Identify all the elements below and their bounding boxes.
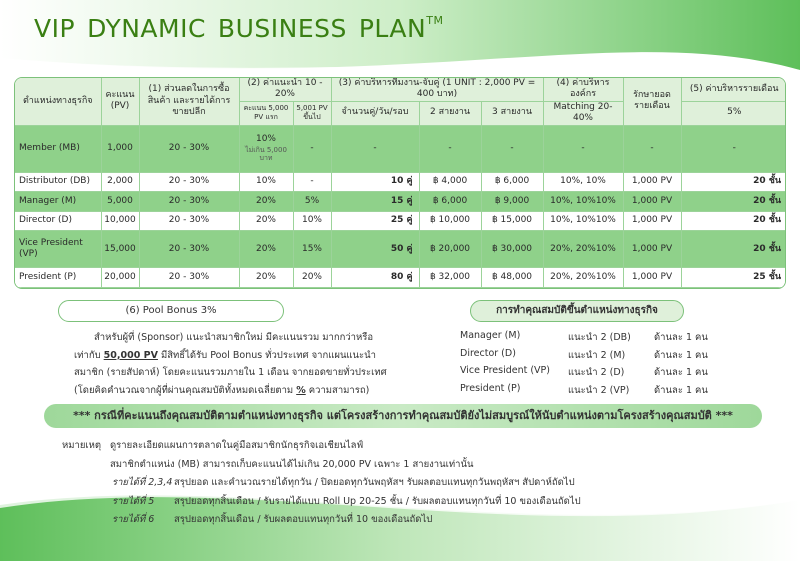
pool-text-part: ความสามารถ)	[305, 384, 370, 396]
pool-line: สำหรับผู้ที่ (Sponsor) แนะนำสมาชิกใหม่ มีคะแนนรวม มากกว่าหรือ	[94, 332, 374, 343]
cell-pv: 1,000	[101, 125, 139, 172]
trademark: TM	[426, 13, 444, 27]
cell-pv: 20,000	[101, 268, 139, 288]
cell-ref1: 20%	[239, 231, 293, 268]
cell-org: 10%, 10%10%	[543, 211, 623, 230]
cell-two: ฿ 6,000	[419, 192, 481, 211]
cell-position: Director (D)	[15, 211, 101, 230]
header-pairs: จำนวนคู่/วัน/รอบ	[331, 101, 419, 125]
qual-position: Director (D)	[460, 347, 516, 359]
list-item	[460, 328, 760, 346]
page-title	[34, 14, 443, 43]
qual-position: President (P)	[460, 382, 521, 394]
cell-ref1: 20%	[239, 268, 293, 288]
cell-ref1-note: ไม่เกิน 5,000 บาท	[245, 145, 287, 163]
cell-position: President (P)	[15, 268, 101, 288]
qualification-title: การทำคุณสมบัติขึ้นตำแหน่งทางธุรกิจ	[470, 300, 684, 322]
header-monthly: (5) ค่าบริหารรายเดือน	[681, 78, 786, 101]
cell-ref1	[239, 125, 293, 172]
pool-text-part: (โดยคิดคำนวณจากผู้ที่ผ่านคุณสมบัติทั้งหมดเฉลี่ยตาม	[74, 384, 297, 396]
qual-refer: แนะนำ 2 (D)	[568, 367, 625, 378]
cell-ref1: 10%	[239, 172, 293, 191]
cell-maintain: 1,000 PV	[623, 231, 681, 268]
cell-ref2: -	[293, 172, 331, 191]
pool-bonus-text	[74, 329, 414, 399]
list-item	[460, 381, 760, 399]
table-row	[15, 211, 786, 230]
cell-pairs: -	[331, 125, 419, 172]
cell-two: ฿ 20,000	[419, 231, 481, 268]
qual-refer: แนะนำ 2 (M)	[568, 349, 626, 361]
cell-ref2: -	[293, 125, 331, 172]
cell-maintain: 1,000 PV	[623, 211, 681, 230]
cell-pv: 5,000	[101, 192, 139, 211]
note-row	[62, 455, 762, 474]
cell-ref2: 10%	[293, 211, 331, 230]
pool-bonus-title: (6) Pool Bonus 3%	[58, 300, 284, 322]
cell-retail: 20 - 30%	[139, 125, 239, 172]
note-text: สรุปยอด และคำนวณรายได้ทุกวัน / ปิดยอดทุกวันพฤหัสฯ รับผลตอบแทนทุกวันพฤหัสฯ สัปดาห์ถัดไป	[174, 477, 575, 488]
header-mgmt: (3) ค่าบริหารทีมงาน-จับคู่ (1 UNIT : 2,000 PV = 400 บาท)	[331, 78, 543, 101]
cell-monthly: 20 ชั้น	[681, 172, 786, 191]
cell-pv: 15,000	[101, 231, 139, 268]
cell-monthly: 20 ชั้น	[681, 211, 786, 230]
pool-text-part: เท่ากับ	[74, 349, 104, 361]
cell-monthly: 25 ชั้น	[681, 268, 786, 288]
header-referral: (2) ค่าแนะนำ 10 - 20%	[239, 78, 331, 101]
note-row	[62, 492, 762, 511]
note-text: ดูรายละเอียดแผนการตลาดในคู่มือสมาชิกนักธุรกิจเอเชียนไลฟ์	[110, 440, 364, 451]
cell-position: Manager (M)	[15, 192, 101, 211]
cell-retail: 20 - 30%	[139, 268, 239, 288]
note-row	[62, 510, 762, 529]
cell-org: 10%, 10%	[543, 172, 623, 191]
header-three-lines: 3 สายงาน	[481, 101, 543, 125]
cell-org: 10%, 10%10%	[543, 192, 623, 211]
table-row	[15, 172, 786, 191]
cell-two: ฿ 4,000	[419, 172, 481, 191]
cell-monthly: -	[681, 125, 786, 172]
pool-text-part: มีสิทธิ์ได้รับ Pool Bonus ทั่วประเทศ จากแผนแนะนำ	[157, 349, 376, 361]
title-word: PLAN	[358, 14, 427, 43]
title-word: VIP	[34, 14, 76, 43]
cell-monthly: 20 ชั้น	[681, 192, 786, 211]
header-matching: Matching 20-40%	[543, 101, 623, 125]
cell-ref2: 15%	[293, 231, 331, 268]
cell-ref1: 20%	[239, 211, 293, 230]
cell-retail: 20 - 30%	[139, 172, 239, 191]
cell-three: ฿ 6,000	[481, 172, 543, 191]
note-row	[62, 436, 762, 455]
cell-ref2: 20%	[293, 268, 331, 288]
list-item	[460, 346, 760, 364]
qual-each: ด้านละ 1 คน	[654, 349, 708, 361]
pool-percent: %	[296, 384, 306, 396]
cell-ref1-value: 10%	[255, 134, 276, 145]
pool-threshold: 50,000 PV	[103, 349, 158, 361]
table-row	[15, 192, 786, 211]
header-referral-first: คะแนน 5,000 PV แรก	[239, 101, 293, 125]
cell-maintain: 1,000 PV	[623, 192, 681, 211]
notes	[62, 436, 762, 529]
title-word: DYNAMIC	[87, 14, 206, 43]
cell-three: ฿ 30,000	[481, 231, 543, 268]
cell-position: Member (MB)	[15, 125, 101, 172]
note-text: สรุปยอดทุกสิ้นเดือน / รับผลตอบแทนทุกวันที่ 10 ของเดือนถัดไป	[174, 514, 433, 525]
cell-three: ฿ 15,000	[481, 211, 543, 230]
header-org: (4) ค่าบริหารองค์กร	[543, 78, 623, 101]
cell-ref1: 20%	[239, 192, 293, 211]
cell-three: ฿ 9,000	[481, 192, 543, 211]
table-row	[15, 125, 786, 172]
cell-position: Vice President (VP)	[15, 231, 101, 268]
note-income-label: รายได้ที่ 6	[112, 514, 155, 525]
cell-org: 20%, 20%10%	[543, 268, 623, 288]
notes-label: หมายเหตุ	[62, 440, 102, 451]
cell-org: 20%, 20%10%	[543, 231, 623, 268]
cell-ref2: 5%	[293, 192, 331, 211]
cell-pairs: 80 คู่	[331, 268, 419, 288]
note-row	[62, 473, 762, 492]
cell-retail: 20 - 30%	[139, 192, 239, 211]
cell-three: -	[481, 125, 543, 172]
cell-two: -	[419, 125, 481, 172]
note-income-label: รายได้ที่ 2,3,4	[112, 477, 173, 488]
qual-each: ด้านละ 1 คน	[654, 384, 708, 396]
qual-position: Vice President (VP)	[460, 365, 550, 376]
header-monthly-rate: 5%	[681, 101, 786, 125]
pool-line	[74, 347, 414, 365]
cell-pv: 10,000	[101, 211, 139, 230]
header-two-lines: 2 สายงาน	[419, 101, 481, 125]
cell-pairs: 25 คู่	[331, 211, 419, 230]
cell-org: -	[543, 125, 623, 172]
header-referral-over: 5,001 PV ขึ้นไป	[293, 101, 331, 125]
header-retail: (1) ส่วนลดในการซื้อสินค้า และรายได้การขายปลีก	[139, 78, 239, 125]
cell-retail: 20 - 30%	[139, 211, 239, 230]
cell-maintain: -	[623, 125, 681, 172]
table-row	[15, 268, 786, 288]
note-text: สรุปยอดทุกสิ้นเดือน / รับรายได้แบบ Roll Up 20-25 ชั้น / รับผลตอบแทนทุกวันที่ 10 ของเดือนถัดไป	[174, 495, 581, 507]
header-pv: คะแนน (PV)	[101, 78, 139, 125]
header-maintain: รักษายอด รายเดือน	[623, 78, 681, 125]
qualification-list	[460, 328, 760, 398]
table-row	[15, 231, 786, 268]
cell-retail: 20 - 30%	[139, 231, 239, 268]
note-text: สมาชิกตำแหน่ง (MB) สามารถเก็บคะแนนได้ไม่เกิน 20,000 PV เฉพาะ 1 สายงานเท่านั้น	[110, 458, 474, 470]
qual-refer: แนะนำ 2 (VP)	[568, 384, 630, 396]
cell-two: ฿ 32,000	[419, 268, 481, 288]
qual-refer: แนะนำ 2 (DB)	[568, 332, 631, 343]
pool-line	[74, 382, 414, 400]
cell-maintain: 1,000 PV	[623, 268, 681, 288]
cell-pairs: 15 คู่	[331, 192, 419, 211]
title-word: BUSINESS	[217, 14, 347, 43]
cell-pv: 2,000	[101, 172, 139, 191]
cell-pairs: 50 คู่	[331, 231, 419, 268]
note-income-label: รายได้ที่ 5	[112, 495, 155, 507]
header-position: ตำแหน่งทางธุรกิจ	[15, 78, 101, 125]
plan-table	[14, 77, 786, 289]
cell-maintain: 1,000 PV	[623, 172, 681, 191]
cell-three: ฿ 48,000	[481, 268, 543, 288]
qual-each: ด้านละ 1 คน	[654, 332, 708, 343]
qual-position: Manager (M)	[460, 330, 521, 341]
cell-pairs: 10 คู่	[331, 172, 419, 191]
qual-each: ด้านละ 1 คน	[654, 367, 708, 378]
list-item	[460, 363, 760, 381]
pool-line: สมาชิก (รายสัปดาห์) โดยคะแนนรวมภายใน 1 เดือน จากยอดขายทั่วประเทศ	[74, 367, 387, 378]
cell-two: ฿ 10,000	[419, 211, 481, 230]
cell-position: Distributor (DB)	[15, 172, 101, 191]
cell-monthly: 20 ชั้น	[681, 231, 786, 268]
qualification-banner: *** กรณีที่คะแนนถึงคุณสมบัติตามตำแหน่งทางธุรกิจ แต่โครงสร้างการทำคุณสมบัติยังไม่สมบูรณ์ให้นับตำแหน่งตามโครงสร้างคุณสมบัติ ***	[44, 404, 762, 428]
